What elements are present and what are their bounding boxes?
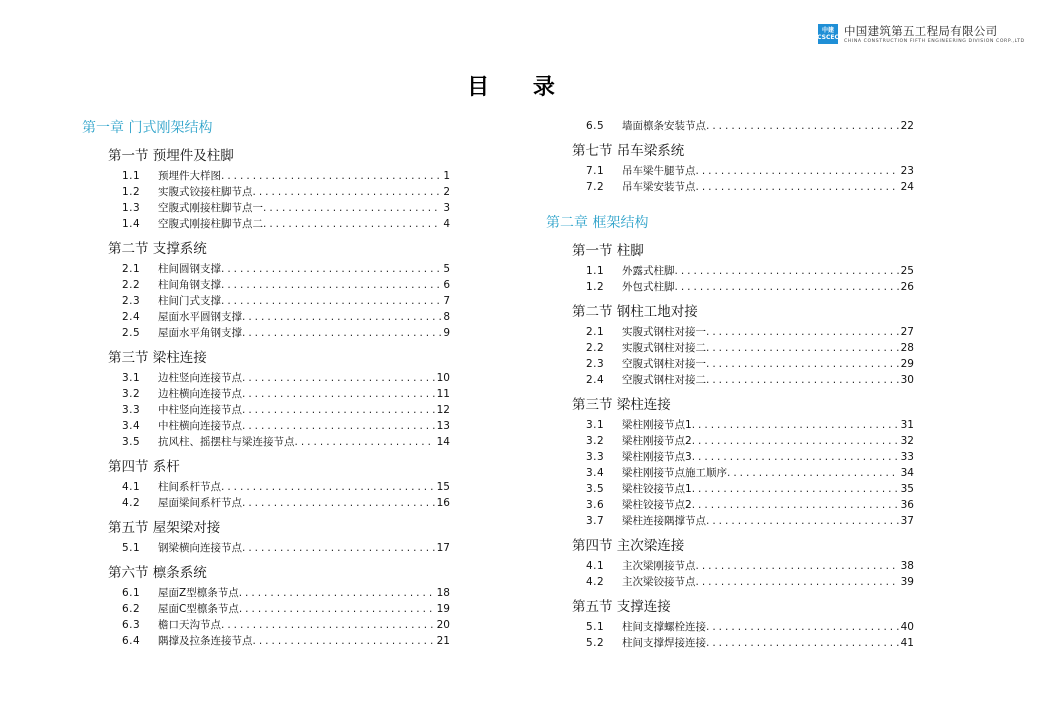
- entry-title: 柱间支撑焊接连接: [622, 637, 706, 649]
- entry-number: 4.2: [586, 576, 605, 588]
- dot-leader: [242, 402, 435, 418]
- entry-page: 39: [900, 576, 914, 588]
- entry-title: 檐口天沟节点: [158, 619, 221, 631]
- toc-entry: [122, 633, 450, 649]
- dot-leader: [727, 465, 899, 481]
- section-title: 第二节 钢柱工地对接: [572, 304, 698, 320]
- entry-number: 3.2: [122, 388, 141, 400]
- toc-entry: [122, 585, 450, 601]
- dot-leader: [263, 216, 441, 232]
- logo-text-top: 中建: [821, 27, 834, 34]
- entry-title: 梁柱铰接节点1: [622, 483, 692, 495]
- entry-page: 17: [436, 542, 450, 554]
- entry-title: 屋面水平角钢支撑: [158, 327, 242, 339]
- dot-leader: [221, 277, 441, 293]
- dot-leader: [696, 558, 899, 574]
- dot-leader: [221, 168, 441, 184]
- toc-entry: [122, 495, 450, 511]
- chapter-title: 第二章 框架结构: [546, 215, 649, 231]
- toc-entry: [122, 325, 450, 341]
- entry-page: 25: [900, 265, 914, 277]
- toc-entry: [586, 340, 914, 356]
- entry-title: 钢梁横向连接节点: [158, 542, 242, 554]
- entry-number: 6.2: [122, 603, 141, 615]
- entry-title: 空腹式刚接柱脚节点二: [158, 218, 263, 230]
- entry-number: 1.2: [122, 186, 141, 198]
- dot-leader: [242, 540, 435, 556]
- toc-entry: [586, 263, 914, 279]
- entry-page: 27: [900, 326, 914, 338]
- toc-right-column-top: [546, 118, 954, 195]
- toc-entry: [586, 574, 914, 590]
- entry-title: 外包式柱脚: [622, 281, 675, 293]
- chapter-title: 第一章 门式刚架结构: [82, 120, 213, 136]
- entry-page: 30: [900, 374, 914, 386]
- entry-number: 2.2: [122, 279, 141, 291]
- entry-page: 15: [436, 481, 450, 493]
- entry-title: 空腹式刚接柱脚节点一: [158, 202, 263, 214]
- entry-number: 3.7: [586, 515, 605, 527]
- toc-entry: [586, 619, 914, 635]
- toc-entry: [122, 216, 450, 232]
- entry-number: 6.3: [122, 619, 141, 631]
- entry-page: 16: [436, 497, 450, 509]
- toc-entry: [586, 513, 914, 529]
- entry-page: 12: [436, 404, 450, 416]
- dot-leader: [675, 263, 899, 279]
- toc-entry: [122, 200, 450, 216]
- entry-number: 3.4: [122, 420, 141, 432]
- dot-leader: [253, 184, 442, 200]
- dot-leader: [696, 179, 899, 195]
- dot-leader: [706, 356, 899, 372]
- entry-title: 隅撑及拉条连接节点: [158, 635, 253, 647]
- entry-page: 2: [443, 186, 450, 198]
- toc-entry: [586, 163, 914, 179]
- dot-leader: [696, 163, 899, 179]
- entry-number: 2.3: [122, 295, 141, 307]
- toc-entry: [122, 261, 450, 277]
- section-title: 第五节 屋架梁对接: [108, 520, 221, 536]
- entry-page: 9: [443, 327, 450, 339]
- dot-leader: [242, 309, 441, 325]
- entry-title: 外露式柱脚: [622, 265, 675, 277]
- entry-title: 中柱横向连接节点: [158, 420, 242, 432]
- section-title: 第一节 柱脚: [572, 243, 644, 259]
- dot-leader: [239, 585, 435, 601]
- toc-entry: [122, 601, 450, 617]
- dot-leader: [706, 324, 899, 340]
- entry-number: 3.5: [586, 483, 605, 495]
- entry-page: 37: [900, 515, 914, 527]
- entry-number: 2.1: [586, 326, 605, 338]
- toc-entry: [586, 635, 914, 651]
- toc-entry: [122, 479, 450, 495]
- company-logo: [818, 24, 838, 44]
- toc-entry: [586, 465, 914, 481]
- entry-page: 36: [900, 499, 914, 511]
- entry-title: 边柱竖向连接节点: [158, 372, 242, 384]
- toc-entry: [122, 418, 450, 434]
- company-name-cn: 中国建筑第五工程局有限公司: [844, 24, 998, 38]
- section-title: 第三节 梁柱连接: [108, 350, 207, 366]
- entry-page: 8: [443, 311, 450, 323]
- entry-number: 1.4: [122, 218, 141, 230]
- entry-number: 6.1: [122, 587, 141, 599]
- entry-number: 5.2: [586, 637, 605, 649]
- entry-page: 34: [900, 467, 914, 479]
- entry-page: 3: [443, 202, 450, 214]
- entry-page: 31: [900, 419, 914, 431]
- dot-leader: [706, 340, 899, 356]
- entry-number: 7.1: [586, 165, 605, 177]
- entry-title: 中柱竖向连接节点: [158, 404, 242, 416]
- section-title: 第三节 梁柱连接: [572, 397, 671, 413]
- dot-leader: [706, 118, 899, 134]
- entry-page: 1: [443, 170, 450, 182]
- entry-number: 2.4: [122, 311, 141, 323]
- entry-title: 屋面Z型檩条节点: [158, 587, 239, 599]
- entry-number: 6.4: [122, 635, 141, 647]
- entry-title: 实腹式铰接柱脚节点: [158, 186, 253, 198]
- dot-leader: [239, 601, 435, 617]
- entry-title: 墙面檩条安装节点: [622, 120, 706, 132]
- entry-title: 空腹式钢柱对接二: [622, 374, 706, 386]
- section-title: 第四节 主次梁连接: [572, 538, 685, 554]
- entry-title: 实腹式钢柱对接一: [622, 326, 706, 338]
- dot-leader: [696, 574, 899, 590]
- entry-page: 22: [900, 120, 914, 132]
- entry-number: 2.2: [586, 342, 605, 354]
- toc-entry: [586, 449, 914, 465]
- entry-number: 6.5: [586, 120, 605, 132]
- entry-page: 23: [900, 165, 914, 177]
- toc-entry: [122, 540, 450, 556]
- toc-entry: [122, 309, 450, 325]
- entry-title: 屋面水平圆钢支撑: [158, 311, 242, 323]
- section-title: 第二节 支撑系统: [108, 241, 207, 257]
- section-title: 第六节 檩条系统: [108, 565, 207, 581]
- entry-title: 吊车梁安装节点: [622, 181, 696, 193]
- entry-title: 柱间系杆节点: [158, 481, 221, 493]
- toc-entry: [122, 370, 450, 386]
- dot-leader: [706, 372, 899, 388]
- entry-title: 梁柱连接隅撑节点: [622, 515, 706, 527]
- entry-page: 18: [436, 587, 450, 599]
- entry-page: 35: [900, 483, 914, 495]
- entry-page: 19: [436, 603, 450, 615]
- entry-number: 2.3: [586, 358, 605, 370]
- entry-title: 主次梁铰接节点: [622, 576, 696, 588]
- entry-title: 柱间门式支撑: [158, 295, 221, 307]
- entry-number: 1.1: [122, 170, 141, 182]
- entry-page: 24: [900, 181, 914, 193]
- dot-leader: [242, 418, 435, 434]
- toc-entry: [122, 184, 450, 200]
- entry-title: 实腹式钢柱对接二: [622, 342, 706, 354]
- entry-title: 屋面C型檩条节点: [158, 603, 239, 615]
- toc-entry: [586, 433, 914, 449]
- entry-title: 梁柱刚接节点3: [622, 451, 692, 463]
- section-title: 第七节 吊车梁系统: [572, 143, 685, 159]
- entry-number: 5.1: [122, 542, 141, 554]
- entry-number: 3.6: [586, 499, 605, 511]
- entry-number: 1.2: [586, 281, 605, 293]
- toc-entry: [586, 118, 914, 134]
- entry-page: 41: [900, 637, 914, 649]
- company-brand: [818, 24, 1025, 44]
- entry-page: 32: [900, 435, 914, 447]
- entry-number: 2.1: [122, 263, 141, 275]
- dot-leader: [221, 293, 441, 309]
- toc-entry: [122, 434, 450, 450]
- toc-entry: [586, 417, 914, 433]
- toc-entry: [122, 386, 450, 402]
- dot-leader: [692, 481, 899, 497]
- dot-leader: [242, 325, 441, 341]
- dot-leader: [295, 434, 435, 450]
- toc-entry: [586, 179, 914, 195]
- entry-page: 21: [436, 635, 450, 647]
- entry-page: 20: [436, 619, 450, 631]
- section-title: 第一节 预埋件及柱脚: [108, 148, 234, 164]
- dot-leader: [221, 479, 435, 495]
- toc-left-column: [82, 119, 490, 649]
- toc-entry: [586, 481, 914, 497]
- dot-leader: [706, 619, 899, 635]
- toc-entry: [586, 372, 914, 388]
- entry-title: 柱间圆钢支撑: [158, 263, 221, 275]
- entry-number: 4.1: [122, 481, 141, 493]
- entry-number: 3.2: [586, 435, 605, 447]
- dot-leader: [692, 497, 899, 513]
- entry-page: 14: [436, 436, 450, 448]
- entry-number: 2.5: [122, 327, 141, 339]
- page-title: 目 录: [467, 75, 573, 100]
- entry-title: 梁柱刚接节点2: [622, 435, 692, 447]
- entry-title: 屋面梁间系杆节点: [158, 497, 242, 509]
- entry-page: 7: [443, 295, 450, 307]
- dot-leader: [221, 261, 441, 277]
- dot-leader: [675, 279, 899, 295]
- company-name-en: CHINA CONSTRUCTION FIFTH ENGINEERING DIVISION CORP.,LTD: [844, 39, 1025, 44]
- entry-title: 梁柱铰接节点2: [622, 499, 692, 511]
- logo-text-bottom: CSCEC: [817, 34, 839, 41]
- entry-number: 1.1: [586, 265, 605, 277]
- section-title: 第四节 系杆: [108, 459, 180, 475]
- entry-title: 梁柱刚接节点施工顺序: [622, 467, 727, 479]
- entry-title: 梁柱刚接节点1: [622, 419, 692, 431]
- toc-entry: [122, 402, 450, 418]
- entry-title: 预埋件大样图: [158, 170, 221, 182]
- toc-right-column: [546, 214, 954, 651]
- entry-page: 26: [900, 281, 914, 293]
- entry-number: 7.2: [586, 181, 605, 193]
- entry-number: 4.2: [122, 497, 141, 509]
- dot-leader: [242, 495, 435, 511]
- entry-title: 吊车梁牛腿节点: [622, 165, 696, 177]
- entry-number: 3.3: [122, 404, 141, 416]
- dot-leader: [706, 635, 899, 651]
- dot-leader: [263, 200, 441, 216]
- entry-number: 3.1: [586, 419, 605, 431]
- dot-leader: [253, 633, 435, 649]
- toc-entry: [122, 293, 450, 309]
- entry-number: 5.1: [586, 621, 605, 633]
- section-title: 第五节 支撑连接: [572, 599, 671, 615]
- entry-number: 4.1: [586, 560, 605, 572]
- entry-number: 2.4: [586, 374, 605, 386]
- toc-entry: [122, 168, 450, 184]
- entry-page: 4: [443, 218, 450, 230]
- dot-leader: [692, 433, 899, 449]
- entry-number: 3.5: [122, 436, 141, 448]
- entry-page: 13: [436, 420, 450, 432]
- entry-page: 6: [443, 279, 450, 291]
- toc-entry: [586, 497, 914, 513]
- toc-entry: [122, 617, 450, 633]
- toc-entry: [586, 558, 914, 574]
- entry-page: 10: [436, 372, 450, 384]
- dot-leader: [221, 617, 435, 633]
- toc-entry: [586, 279, 914, 295]
- entry-number: 1.3: [122, 202, 141, 214]
- dot-leader: [692, 417, 899, 433]
- entry-page: 28: [900, 342, 914, 354]
- entry-page: 33: [900, 451, 914, 463]
- entry-page: 29: [900, 358, 914, 370]
- entry-page: 38: [900, 560, 914, 572]
- dot-leader: [242, 370, 435, 386]
- entry-number: 3.3: [586, 451, 605, 463]
- entry-page: 11: [436, 388, 450, 400]
- entry-title: 空腹式钢柱对接一: [622, 358, 706, 370]
- entry-number: 3.4: [586, 467, 605, 479]
- toc-entry: [586, 324, 914, 340]
- toc-entry: [122, 277, 450, 293]
- entry-title: 柱间角钢支撑: [158, 279, 221, 291]
- toc-entry: [586, 356, 914, 372]
- entry-title: 边柱横向连接节点: [158, 388, 242, 400]
- entry-title: 抗风柱、摇摆柱与梁连接节点: [158, 436, 295, 448]
- dot-leader: [706, 513, 899, 529]
- entry-number: 3.1: [122, 372, 141, 384]
- dot-leader: [242, 386, 435, 402]
- entry-page: 5: [443, 263, 450, 275]
- entry-title: 柱间支撑螺栓连接: [622, 621, 706, 633]
- dot-leader: [692, 449, 899, 465]
- entry-page: 40: [900, 621, 914, 633]
- entry-title: 主次梁刚接节点: [622, 560, 696, 572]
